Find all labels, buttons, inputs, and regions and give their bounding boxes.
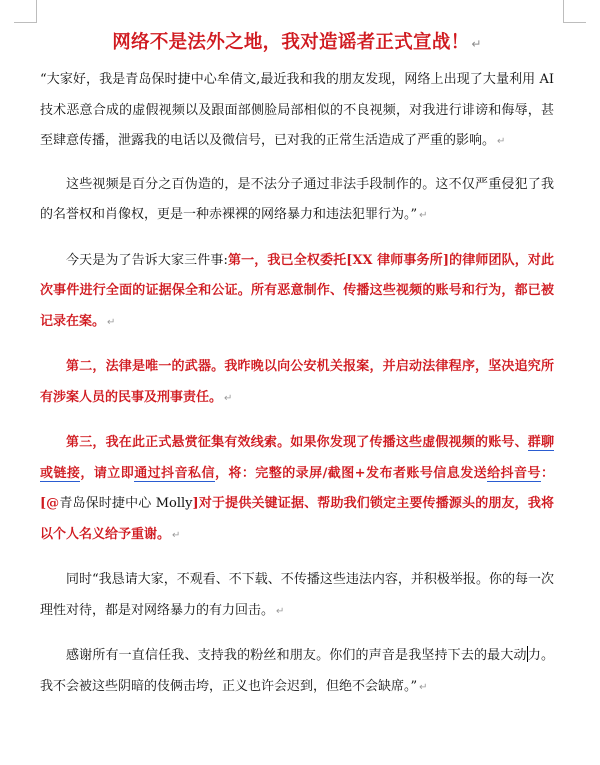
paragraph-7-text-a: 感谢所有一直信任我、支持我的粉丝和朋友。你们的声音是我坚持下去的最大动 — [66, 648, 527, 663]
paragraph-5-underlined-douyin-id: 给抖音号 — [487, 465, 541, 481]
paragraph-5-text-c: ，请立即 — [80, 465, 135, 481]
document-title — [40, 28, 554, 59]
paragraph-mark-icon: ↵ — [419, 681, 428, 693]
paragraph-5-underlined-group-link: 群聊或链接 — [40, 435, 554, 481]
paragraph-mark-icon: ↵ — [107, 316, 116, 328]
paragraph-5 — [40, 428, 554, 551]
paragraph-2-text: 这些视频是百分之百伪造的，是不法分子通过非法手段制作的。这不仅严重侵犯了我的名誉权和肖像权，更是一种赤裸裸的网络暴力和违法犯罪行为。” — [40, 176, 554, 222]
paragraph-4 — [40, 352, 554, 414]
paragraph-5-text-e: ，将：完整的录屏/截图+发布者账号信息发送 — [214, 465, 488, 481]
paragraph-5-text-a: 第三，我在此正式悬赏征集有效线索。如果你发现了传播这些虚假视频的账号、 — [66, 435, 528, 450]
paragraph-mark-icon: ↵ — [224, 392, 233, 404]
paragraph-3-highlight-text: 第一，我已全权委托[XX 律师事务所]的律师团队，对此次事件进行全面的证据保全和公证。所有恶意制作、传播这些视频的账号和行为，都已被记录在案。 — [40, 252, 554, 329]
paragraph-1 — [40, 65, 554, 158]
paragraph-2 — [40, 170, 554, 232]
paragraph-mark-icon: ↵ — [172, 529, 181, 541]
paragraph-6 — [40, 565, 554, 627]
crop-mark-top-left — [14, 0, 37, 23]
paragraph-mark-icon: ↵ — [419, 210, 428, 221]
paragraph-3 — [40, 246, 554, 339]
crop-mark-top-right — [563, 0, 586, 23]
paragraph-7-text-b: 力。我不会被这些阴暗的伎俩击垮，正义也许会迟到，但绝不会缺席。” — [40, 648, 554, 694]
paragraph-6-text: 同时“我恳请大家，不观看、不下载、不传播这些违法内容，并积极举报。你的每一次理性对待，都是对网络暴力的有力回击。 — [40, 572, 554, 618]
paragraph-mark-icon: ↵ — [471, 37, 482, 51]
document-body — [40, 28, 554, 717]
paragraph-3-lead-text: 今天是为了告诉大家三件事: — [66, 252, 228, 268]
paragraph-mark-icon: ↵ — [497, 136, 506, 147]
paragraph-1-text: “大家好，我是青岛保时捷中心牟倩文,最近我和我的朋友发现，网络上出现了大量利用 AI 技术恶意合成的虚假视频以及跟面部侧脸局部相似的不良视频，对我进行诽谤和侮辱，甚至肆意传播，泄露我的电话以及微信号，已对我的正常生活造成了严重的影响。 — [40, 72, 554, 148]
paragraph-5-account-name: 青岛保时捷中心 Molly — [59, 496, 193, 511]
paragraph-4-text: 第二，法律是唯一的武器。我昨晚以向公安机关报案，并启动法律程序，坚决追究所有涉案人员的民事及刑事责任。 — [40, 359, 554, 405]
paragraph-7 — [40, 641, 554, 703]
paragraph-mark-icon: ↵ — [276, 605, 285, 617]
paragraph-5-text-i: ]对于提供关键证据、帮助我们锁定主要传播源头的朋友，我将以个人名义给予重谢。 — [40, 496, 554, 542]
paragraph-5-underlined-douyin-dm: 通过抖音私信 — [134, 465, 215, 481]
paragraph-5-text-g: ：[@ — [40, 465, 554, 511]
title-text: 网络不是法外之地，我对造谣者正式宣战！ — [112, 32, 470, 53]
